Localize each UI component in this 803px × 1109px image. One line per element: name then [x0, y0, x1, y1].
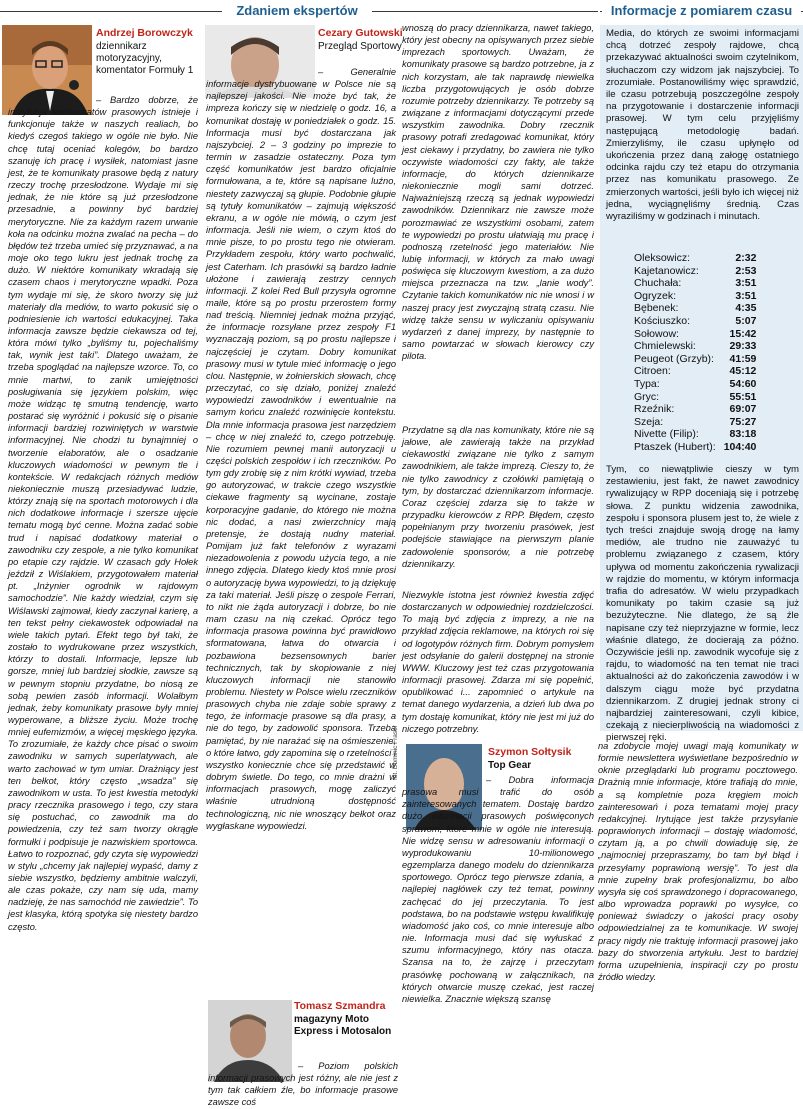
statement-paragraph-col3b: Przydatne są dla nas komunikaty, które nie są jałowe, ale zawierają także na przykład ciekawostki związane nie tylko z samym zawodnikiem, ale także imprezą. Cieszy to, że nie tylko zawodnicy z czołówki pamiętają o tym, by dostarczać dziennikarzom informacje. Coraz częściej zdarza się to także w przypadku kierowców z RPP. Błędem, często popełnianym przy tworzeniu prasówek, jest podejście stawiające na pierwszym planie zadowolenie sponsorów, a nie potrzebę dziennikarzy.	[402, 425, 594, 569]
crew-name: Bębenek:	[634, 302, 679, 315]
time-row	[634, 391, 756, 404]
crew-name: Kajetanowicz:	[634, 264, 699, 277]
crew-name: Ptaszek (Hubert):	[634, 440, 716, 453]
statement-continued-col3: wnoszą do pracy dziennikarza, nawet takiego, który jest obecny na opisywanych przez siebie imprezach sportowych. Uważam, że komunikaty prasowe są bardzo potrzebne, ja z nich korzystam, ale tak naprawdę niewielka liczba przygotowujących je osób dobrze rozumie potrzeby dziennikarzy. Te potrzeby są związane z informacjami dotyczącymi przede wszystkim zawodnika. Dobry rzecznik prasowy potrafi zredagować komunikat, który jest ciekawy i przydatny, bo zawiera nie tylko oczywiste wiadomości czy fakty, ale także informacje, do których dziennikarze niekoniecznie mogli sami dotrzeć. Najważniejszą rzeczą są jednak wypowiedzi zawodników. Dziennikarz nie zawsze może porozmawiać ze wszystkimi osobami, zatem te wypowiedzi po prostu ułatwiają mu pracę i podnoszą rzetelność jego materiałów. Nie lubię informacji, w których za mało uwagi poświęca się kluczowym kwestiom, a za dużo miejsca przeznacza na tzw. „lanie wody”. Czytanie takich komunikatów nic nie wnosi i w naszej pracy jest zwyczajną stratą czasu. Nie widzę także sensu w wyliczaniu opisywaniu wydarzeń z danej imprezy, by następnie to samo powtarzać w słowach kierowcy czy pilota.	[402, 23, 594, 362]
sidebar-conclusion: Tym, co niewątpliwie cieszy w tym zestawieniu, jest fakt, że nawet zawodnicy rywalizujący w RPP doceniają się i potrzebę słowa. Z punktu widzenia zawodnika, zespołu i sponsora plusem jest to, że wiele z tych treści znajduje swoją drogę na łamy mediów, ale trudno nie zauważyć tu problemu związanego z czasem, który upływa od momentu zakończenia rywalizacji w rajdzie do momentu, w którym informacja trafia do adresatów. W wielu przypadkach komunikaty po takim czasie są już bezużyteczne. Nie dlatego, że są źle napisane czy też nieprzyjazne w formie, lecz właśnie dlatego, że docierają za późno. Oczywiście jeśli np. zawodnik wycofuje się z rajdu, to wiadomość na ten temat nie traci aktualności aż do zakończenia zawodów i w dalszym ciągu może być przydatna dziennikarzom. Z drugiej jednak strony ci najbardziej zainteresowani, czyli kibice, czekają z niecierpliwością na wiadomości z pierwszej ręki.	[606, 464, 799, 744]
expert-statement-soltysik: – Dobra informacja prasowa musi trafić do osób zainteresowanych tematem. Dostaję bardzo dużo informacji prasowych poświęconych sprawom, które mnie w ogóle nie interesują. Nie widzę sensu w adresowaniu informacji o wyprodukowaniu 10-milionowego egzemplarza danego modelu do dziennikarza sportowego. Oprócz tego pierwsze zdania, a najlepiej nagłówek czy też temat, powinny zachęcać do jej przeczytania. To jest podstawa, bo na podstawie wstępu kwalifikuję wiadomość jako coś, co mnie interesuje albo nie. Informacja musi dać się wyłuskać z szumu informacyjnego, który nas otacza. Szansa na to, że zajrzę i przeczytam prasówkę pochowaną w załącznikach, na których otwarcie muszę czekać, jest raczej niewielka. Znacznie większą szansę	[402, 775, 594, 1004]
crew-name: Chmielewski:	[634, 340, 696, 353]
time-row	[634, 428, 756, 441]
press-release-time: 83:18	[729, 428, 757, 441]
crew-name: Sołowow:	[634, 327, 679, 340]
press-release-time: 3:51	[735, 277, 757, 290]
crew-name: Rzeźnik:	[634, 403, 675, 416]
time-row	[634, 265, 756, 278]
expert-role-soltysik: Top Gear	[488, 760, 532, 771]
sidebar-title: Informacje z pomiarem czasu	[602, 3, 801, 18]
expert-statement-szmandra: – Poziom polskich informacji prasowych jest różny, ale nie jest z tym tak całkiem źle, bo informacje prasowe zawsze coś	[208, 1061, 398, 1108]
time-row	[634, 277, 756, 290]
press-release-time: 3:51	[735, 289, 757, 302]
time-row	[634, 353, 756, 366]
time-row	[634, 416, 756, 429]
crew-name: Nivette (Filip):	[634, 428, 699, 441]
press-release-time: 29:33	[729, 340, 757, 353]
time-row	[634, 365, 756, 378]
expert-name-borowczyk: Andrzej Borowczyk	[96, 27, 196, 39]
expert-role-borowczyk: dziennikarz motoryzacyjny, komentator Formuły 1	[96, 41, 194, 76]
time-row	[634, 403, 756, 416]
expert-role-szmandra: magazyny Moto Express i Motosalon	[294, 1014, 392, 1037]
press-release-time: 5:07	[735, 314, 757, 327]
press-release-time: 45:12	[729, 365, 757, 378]
crew-name: Chuchała:	[634, 277, 682, 290]
crew-name: Peugeot (Grzyb):	[634, 352, 714, 365]
time-row	[634, 441, 756, 454]
crew-name: Oleksowicz:	[634, 252, 691, 264]
time-row	[634, 302, 756, 315]
press-release-time: 55:51	[729, 390, 757, 403]
sidebar-intro: Media, do których ze swoimi informacjami chcą dotrzeć zespoły rajdowe, chcą przekazywać aktualności swoim czytelnikom, słuchaczom czy widzom jak najszybciej. To zrozumiałe. Postanowiliśmy więc sprawdzić, ile czasu potrzebują poszczególne zespoły na przygotowanie i dostarczenie informacji prasowej. W tym celu przyjęliśmy następującą metodologię badań. Zmierzyliśmy, ile czasu upłynęło od ukończenia przez daną załogę ostatniego odcinka rajdu czy też etapu do otrzymania przez nas komunikatu prasowego. Ze zmierzonych wartości, jeśli było ich więcej niż jedna, wyciągnęliśmy średnią. Czas wyraziliśmy w godzinach i minutach.	[606, 28, 800, 223]
crew-name: Typa:	[634, 377, 660, 390]
crew-name: Ogryzek:	[634, 289, 677, 302]
crew-name: Gryc:	[634, 390, 660, 403]
press-release-time: 69:07	[729, 403, 757, 416]
crew-name: Kościuszko:	[634, 314, 691, 327]
photo-credit: fot. Dominic Fraser	[392, 725, 399, 780]
time-row	[634, 340, 756, 353]
expert-statement-gutowski: – Generalnie informacje dystrybuowane w Polsce nie są najlepszej jakości. Nie może być tak, że impreza kończy się w niedzielę o godz. 16, a komunikat dostaję w poniedziałek o godz. 15. Informacja musi być dostarczana jak najszybciej. 2 – 3 godziny po imprezie to termin w zasadzie ostateczny. Poza tym część komunikatów jest bardzo oficjalnie formułowana, a te, które są napisane luźno, niestety zazwyczaj są głupie. Podobnie głupie są tytuły komunikatów – zajmują większość ekranu, a w ogóle nie mówią, o czym jest informacja. Jeśli nie wiem, o czym ktoś do mnie pisze, to po prostu tego nie otwieram. Przykładem zespołu, który warto pochwalić, jest Caterham. Ich prasówki są bardzo ładnie ułożone i zawierają zestrzy cennych informacji. Z kolei Red Bull przysyła ogromne maile, które są po prostu przerostem formy nad treścią. Niemniej jednak można przyjąć, że informacje rozsyłane przez zespoły F1 wyznaczają poziom, są po prostu najlepsze i najczęściej je czytam. Dobry komunikat prasowy musi w tytule mieć informację o jego clou. Następnie, w żołnierskich słowach, chcę przeczytać, co się działo, poniżej znaleźć wypowiedzi zawodników i ewentualnie na samym końcu znaleźć rozwinięcie kontekstu. Dla mnie informacja prasowa jest narzędziem – chcę w niej znaleźć to, czego potrzebuję. Nie rozumiem pewnej manii autoryzacji u części polskich zespołów i ich rzeczników. Po tym gdy zrobię się z nim krótki wywiad, trzeba go autoryzować, w trakcie czego wszystkie ciekawe fragmenty są wycinane, zostaje korporacyjne gadanie, do którego nie można nic dodać, a nasi zwierzchnicy mają pretensje, że dostają nudny materiał. Pomijam już fakt telefonów z wyrazami niezadowolenia z powodu użycia tego, a nie innego zdjęcia. Dlatego kiedy ktoś mnie prosi o autoryzację bywa wypowiedzi, to ją dziękuję za taki materiał. Jeśli piszę o zespole Ferrari, to nikt nie żąda autoryzacji i dobrze, bo nie mam czasu na nią czekać. Oprócz tego informacja prasowa powinna być prawidłowo sformatowana, łatwa do otwarcia i pozbawiona bezsensownych barier technicznych, tak by skopiowanie z niej kluczowych informacji nie stanowiło problemu. Niestety w Polsce wielu rzeczników prasowych chyba nie zdaje sobie sprawy z tego, że informacje prasowe są dla prasy, a nie do tego, by zadowolić sponsora. Trzeba pamiętać, by nie narażać się na ośmieszenie, o które łatwo, gdy zapomina się o rzetelności i wszystko koniecznie chce się przedstawić w dobrym świetle. Do tego, co mnie drażni w informacjach prasowych, mogę zaliczyć właśnie utrudnioną dostępność technologiczną, nic nie wnoszący bełkot oraz wygłaskane wypowiedzi.	[206, 67, 396, 831]
time-row	[634, 315, 756, 328]
press-release-time: 15:42	[729, 327, 757, 340]
times-table	[634, 252, 756, 454]
time-row	[634, 378, 756, 391]
expert-role-gutowski: Przegląd Sportowy	[318, 41, 402, 52]
crew-name: Citroen:	[634, 365, 671, 378]
expert-statement-borowczyk: – Bardzo dobrze, że instytucja komunikatów prasowych istnieje i funkcjonuje także w naszych realiach, bo kiedyś czegoś takiego w ogóle nie było. Nie chcę tutaj oceniać kolegów, bo bardzo szanuję ich pracę i wysiłek, natomiast jasne jest, że te komunikaty prasowe będą z natury rzeczy trochę przesłodzone. Wydaje mi się jednak, że nie które są już przesłodzone przesadnie, a powinny być bardziej merytoryczne. Nie za każdym razem urwanie koła na odcinku można zwalać na pecha – do błędów też trzeba umieć się przyznawać, a na moje oko tego lukru jest jednak trochę za dużo. W niektóre komunikaty wkradają się czasem chaos i merytoryczne wpadki. Poza tym wydaje mi się, że skoro tworzy się już materiały dla mediów, to warto pokusić się o podniesienie ich wartości edukacyjnej. Taka informacja zawsze będzie ciekawsza od tej, która mówi tylko „byliśmy tu, pojechaliśmy tak, wynik jest taki”. Dlatego uważam, że trzeba spoglądać na najlepsze wzorce. To, co mnie martwi, to zanik umiejętności posługiwania się językiem polskim, więc może widząc tę smutną tendencję, warto postarać się wyróżnić i pokusić się o pisanie informacji bardziej rozwiniętych w warstwie informacyjnej. Nie chodzi tu bynajmniej o tworzenie elaboratów, ale o osadzanie kluczowych wiadomości w pewnym tle i kontekście. W redakcjach różnych mediów niekoniecznie muszą przesiadywać ludzie, którzy znają się na sportach motorowych i dla nich dodatkowe informacje i szersze ujęcie tematu mogą być cenne. Można zadać sobie trud i napisać dodatkowy materiał o zawodniku czy zespole, a nie tylko komunikat po etapie czy rajdzie. W czasach gdy Hołek jeździł z Wiślakiem, przygotowałem materiał pt. „Inżynier ogrodnik w rajdowym samochodzie”. Nie każdy wiedział, czym się Wiślawski zajmował, kiedy zaczynał karierę, a ten tekst pełny ciekawostek odpowiadał na wiele takich pytań. Efekt tego był taki, że zostało to wydrukowane przez wszystkich, którzy to dostali. Informacje, lepsze lub gorsze, mniej lub bardziej słodkie, zawsze są w pewnym stopniu przydatne, bo niosą ze sobą pewien zasób informacji. Wolałbym jednak, żeby komunikaty prasowe były mniej wyperowane, a bliższe życiu. Może trochę mniej eufemizmów, a więcej męskiego języka. To zrozumiałe, że każdy chce pisać o swoim zawodniku w samych superlatywach, ale warto zachować w tym umiar. Drażniący jest ten bełkot, który często „wsadza” się zawodnikom w usta. To jest kwestia metodyki pracy rzecznika prasowego i tego, czy stara się postuchać, co zawodnik ma do powiedzenia, czy też sam tworzy okrągłe formułki i podpisuje je nazwiskiem sportowca. Łatwo to rozpoznać, gdy czyta się wypowiedzi w stylu „chcemy jak najlepiej wypaść, damy z siebie wszystko, będziemy ambitnie walczyli, ale czas pokaże, czy nam się uda, mamy nadzieję, że nas samochód nie zawiedzie”. To jest klasyka, którą spotyka się niestety bardzo często.	[8, 95, 198, 932]
section-title: Zdaniem ekspertów	[222, 3, 372, 18]
press-release-time: 4:35	[735, 302, 757, 315]
press-release-time: 54:60	[729, 377, 757, 390]
expert-name-soltysik: Szymon Sołtysik	[488, 746, 572, 758]
press-release-time: 2:53	[735, 264, 757, 277]
expert-name-szmandra: Tomasz Szmandra	[294, 1000, 386, 1012]
press-release-time: 104:40	[723, 440, 757, 453]
section-header-experts	[0, 0, 598, 22]
time-row	[634, 328, 756, 341]
expert-name-gutowski: Cezary Gutowski	[318, 27, 403, 39]
press-release-time: 41:59	[729, 352, 757, 365]
section-header-times	[600, 0, 803, 22]
crew-name: Szeja:	[634, 415, 664, 428]
press-release-time: 2:32	[735, 252, 757, 264]
expert-statement-soltysik-cont: na zdobycie mojej uwagi mają komunikaty w formie newslettera wyświetlane bezpośrednio w oknie przeglądarki lub programu pocztowego. Drażnią mnie informacje, które trafiają do mnie, a są kompletnie poza kręgiem moich zainteresowań i poza tematami mojej pracy redakcyjnej. Irytujące jest także przysyłanie poprawionych informacji – dostaję wiadomość, czytam ją, a po chwili dowiaduję się, że „najmocniej przepraszamy, bo tam był błąd i przesyłamy poprawioną wersję”. To jest dla mnie zupełny brak profesjonalizmu, bo albo wysyła się coś sprawdzonego i dopracowanego, albo wprowadza poprawki po wysyłce, co ponieważ świadczy o jakości pracy osoby odpowiedzialnej za te komunikacje. W swojej pracy nigdy nie traktuję informacji prasowej jako bazy do stworzenia artykułu. Jest to bardziej forma uzupełnienia, inspiracji czy po prostu źródło wiedzy.	[598, 741, 798, 982]
press-release-time: 75:27	[729, 415, 757, 428]
time-row	[634, 290, 756, 303]
time-row	[634, 252, 756, 265]
statement-paragraph-col3c: Niezwykle istotna jest również kwestia zdjęć dostarczanych w odpowiedniej rozdzielczości. To mają być zdjęcia z imprezy, a nie na przykład zdjęcia reklamowe, na których roi się od logotypów różnych firm. Dobrym pomysłem jest odsyłanie do galerii dostępnej na stronie WWW. Kluczowy jest też czas przygotowania informacji prasowej. Zdarza mi się popełnić, opublikować i... zapomnieć o artykule na temat danego wydarzenia, a dzień lub dwa po tym dostaję komunikat, który nie jest mi już do niczego potrzebny.	[402, 590, 594, 734]
